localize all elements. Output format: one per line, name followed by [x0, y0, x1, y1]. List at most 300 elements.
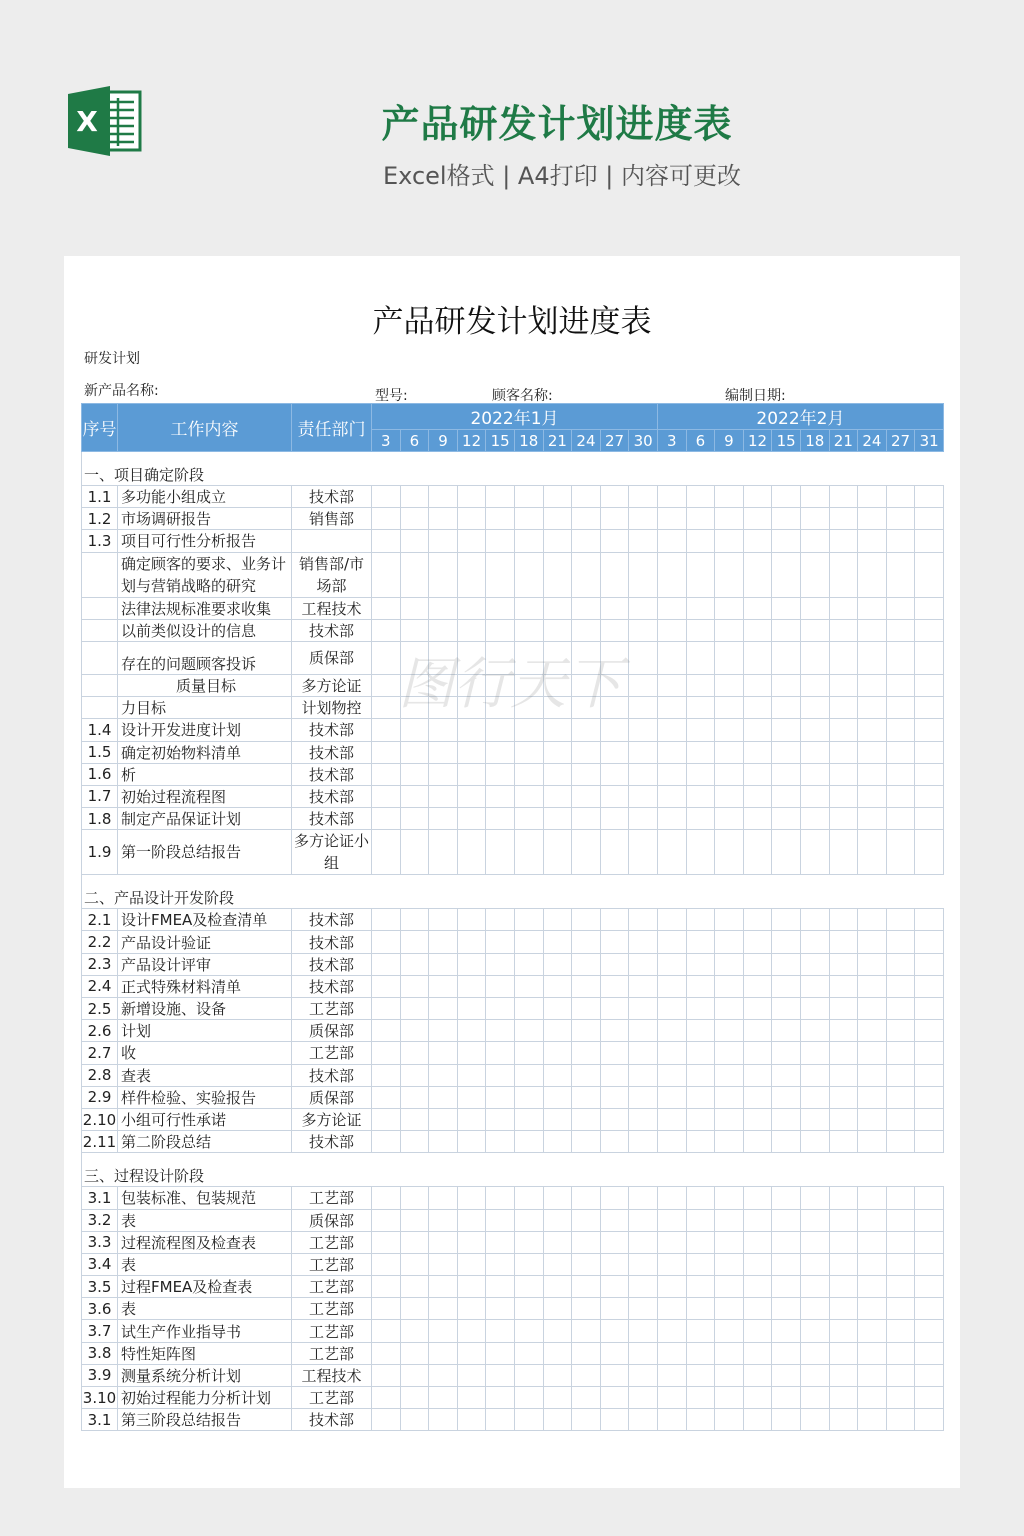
schedule-cell[interactable] — [715, 1064, 744, 1086]
schedule-cell[interactable] — [629, 1187, 658, 1209]
schedule-cell[interactable] — [743, 830, 772, 875]
schedule-cell[interactable] — [514, 486, 543, 508]
schedule-cell[interactable] — [858, 697, 887, 719]
schedule-cell[interactable] — [429, 953, 458, 975]
schedule-cell[interactable] — [372, 830, 401, 875]
schedule-cell[interactable] — [657, 785, 686, 807]
schedule-cell[interactable] — [457, 953, 486, 975]
schedule-cell[interactable] — [800, 830, 829, 875]
schedule-cell[interactable] — [572, 808, 601, 830]
schedule-cell[interactable] — [743, 1276, 772, 1298]
schedule-cell[interactable] — [600, 909, 629, 931]
schedule-cell[interactable] — [372, 1253, 401, 1275]
schedule-cell[interactable] — [486, 597, 515, 619]
schedule-cell[interactable] — [858, 1108, 887, 1130]
schedule-cell[interactable] — [743, 1298, 772, 1320]
schedule-cell[interactable] — [514, 1064, 543, 1086]
schedule-cell[interactable] — [772, 808, 801, 830]
schedule-cell[interactable] — [457, 719, 486, 741]
schedule-cell[interactable] — [572, 530, 601, 552]
schedule-cell[interactable] — [657, 808, 686, 830]
schedule-cell[interactable] — [572, 697, 601, 719]
schedule-cell[interactable] — [829, 953, 858, 975]
schedule-cell[interactable] — [572, 909, 601, 931]
schedule-cell[interactable] — [800, 1387, 829, 1409]
schedule-cell[interactable] — [829, 1298, 858, 1320]
schedule-cell[interactable] — [743, 1086, 772, 1108]
schedule-cell[interactable] — [829, 486, 858, 508]
schedule-cell[interactable] — [514, 1086, 543, 1108]
schedule-cell[interactable] — [858, 486, 887, 508]
schedule-cell[interactable] — [657, 1276, 686, 1298]
schedule-cell[interactable] — [829, 1209, 858, 1231]
schedule-cell[interactable] — [886, 1298, 915, 1320]
schedule-cell[interactable] — [657, 1020, 686, 1042]
schedule-cell[interactable] — [915, 909, 944, 931]
schedule-cell[interactable] — [743, 530, 772, 552]
schedule-cell[interactable] — [372, 508, 401, 530]
schedule-cell[interactable] — [858, 1042, 887, 1064]
schedule-cell[interactable] — [829, 1231, 858, 1253]
schedule-cell[interactable] — [400, 1253, 429, 1275]
schedule-cell[interactable] — [715, 1231, 744, 1253]
schedule-cell[interactable] — [600, 763, 629, 785]
schedule-cell[interactable] — [600, 508, 629, 530]
schedule-cell[interactable] — [429, 1064, 458, 1086]
schedule-cell[interactable] — [858, 530, 887, 552]
schedule-cell[interactable] — [429, 552, 458, 597]
schedule-cell[interactable] — [572, 1298, 601, 1320]
schedule-cell[interactable] — [657, 741, 686, 763]
schedule-cell[interactable] — [629, 1387, 658, 1409]
schedule-cell[interactable] — [657, 909, 686, 931]
schedule-cell[interactable] — [372, 1209, 401, 1231]
schedule-cell[interactable] — [629, 1086, 658, 1108]
schedule-cell[interactable] — [486, 1276, 515, 1298]
schedule-cell[interactable] — [858, 674, 887, 696]
schedule-cell[interactable] — [629, 1020, 658, 1042]
schedule-cell[interactable] — [400, 1409, 429, 1431]
schedule-cell[interactable] — [686, 641, 715, 674]
schedule-cell[interactable] — [829, 1276, 858, 1298]
schedule-cell[interactable] — [400, 1342, 429, 1364]
schedule-cell[interactable] — [772, 931, 801, 953]
schedule-cell[interactable] — [514, 1042, 543, 1064]
schedule-cell[interactable] — [486, 785, 515, 807]
schedule-cell[interactable] — [715, 1276, 744, 1298]
schedule-cell[interactable] — [543, 763, 572, 785]
schedule-cell[interactable] — [372, 741, 401, 763]
schedule-cell[interactable] — [543, 1231, 572, 1253]
schedule-cell[interactable] — [629, 1108, 658, 1130]
schedule-cell[interactable] — [657, 674, 686, 696]
schedule-cell[interactable] — [858, 741, 887, 763]
schedule-cell[interactable] — [372, 1409, 401, 1431]
schedule-cell[interactable] — [743, 641, 772, 674]
schedule-cell[interactable] — [772, 508, 801, 530]
schedule-cell[interactable] — [572, 674, 601, 696]
schedule-cell[interactable] — [600, 1086, 629, 1108]
schedule-cell[interactable] — [915, 1020, 944, 1042]
schedule-cell[interactable] — [686, 719, 715, 741]
schedule-cell[interactable] — [600, 530, 629, 552]
schedule-cell[interactable] — [429, 1320, 458, 1342]
schedule-cell[interactable] — [400, 1064, 429, 1086]
schedule-cell[interactable] — [886, 1187, 915, 1209]
schedule-cell[interactable] — [457, 785, 486, 807]
schedule-cell[interactable] — [829, 909, 858, 931]
schedule-cell[interactable] — [686, 1209, 715, 1231]
schedule-cell[interactable] — [572, 953, 601, 975]
schedule-cell[interactable] — [572, 1276, 601, 1298]
schedule-cell[interactable] — [886, 1108, 915, 1130]
schedule-cell[interactable] — [657, 1253, 686, 1275]
schedule-cell[interactable] — [400, 1187, 429, 1209]
schedule-cell[interactable] — [743, 998, 772, 1020]
schedule-cell[interactable] — [572, 1231, 601, 1253]
schedule-cell[interactable] — [457, 1364, 486, 1386]
schedule-cell[interactable] — [657, 1342, 686, 1364]
schedule-cell[interactable] — [429, 785, 458, 807]
schedule-cell[interactable] — [600, 619, 629, 641]
schedule-cell[interactable] — [486, 830, 515, 875]
schedule-cell[interactable] — [400, 1298, 429, 1320]
schedule-cell[interactable] — [486, 1387, 515, 1409]
schedule-cell[interactable] — [486, 1320, 515, 1342]
schedule-cell[interactable] — [457, 1108, 486, 1130]
schedule-cell[interactable] — [572, 1064, 601, 1086]
schedule-cell[interactable] — [600, 998, 629, 1020]
schedule-cell[interactable] — [486, 998, 515, 1020]
schedule-cell[interactable] — [400, 719, 429, 741]
schedule-cell[interactable] — [686, 1064, 715, 1086]
schedule-cell[interactable] — [429, 641, 458, 674]
schedule-cell[interactable] — [429, 1187, 458, 1209]
schedule-cell[interactable] — [457, 1409, 486, 1431]
schedule-cell[interactable] — [372, 1108, 401, 1130]
schedule-cell[interactable] — [600, 741, 629, 763]
schedule-cell[interactable] — [400, 1209, 429, 1231]
schedule-cell[interactable] — [772, 597, 801, 619]
schedule-cell[interactable] — [400, 1108, 429, 1130]
schedule-cell[interactable] — [829, 1342, 858, 1364]
schedule-cell[interactable] — [657, 552, 686, 597]
schedule-cell[interactable] — [372, 1020, 401, 1042]
schedule-cell[interactable] — [400, 1364, 429, 1386]
schedule-cell[interactable] — [715, 1042, 744, 1064]
schedule-cell[interactable] — [772, 830, 801, 875]
schedule-cell[interactable] — [657, 763, 686, 785]
schedule-cell[interactable] — [629, 953, 658, 975]
schedule-cell[interactable] — [886, 1064, 915, 1086]
schedule-cell[interactable] — [858, 975, 887, 997]
schedule-cell[interactable] — [886, 674, 915, 696]
schedule-cell[interactable] — [915, 1209, 944, 1231]
schedule-cell[interactable] — [543, 1187, 572, 1209]
schedule-cell[interactable] — [829, 697, 858, 719]
schedule-cell[interactable] — [715, 1253, 744, 1275]
schedule-cell[interactable] — [429, 1298, 458, 1320]
schedule-cell[interactable] — [400, 975, 429, 997]
schedule-cell[interactable] — [886, 619, 915, 641]
schedule-cell[interactable] — [915, 1108, 944, 1130]
schedule-cell[interactable] — [400, 1086, 429, 1108]
schedule-cell[interactable] — [457, 552, 486, 597]
schedule-cell[interactable] — [457, 808, 486, 830]
schedule-cell[interactable] — [543, 674, 572, 696]
schedule-cell[interactable] — [543, 1276, 572, 1298]
schedule-cell[interactable] — [572, 1131, 601, 1153]
schedule-cell[interactable] — [800, 508, 829, 530]
schedule-cell[interactable] — [372, 597, 401, 619]
schedule-cell[interactable] — [915, 530, 944, 552]
schedule-cell[interactable] — [514, 1387, 543, 1409]
schedule-cell[interactable] — [743, 1409, 772, 1431]
schedule-cell[interactable] — [772, 530, 801, 552]
schedule-cell[interactable] — [372, 808, 401, 830]
schedule-cell[interactable] — [486, 1342, 515, 1364]
schedule-cell[interactable] — [915, 619, 944, 641]
schedule-cell[interactable] — [600, 1298, 629, 1320]
schedule-cell[interactable] — [457, 1298, 486, 1320]
schedule-cell[interactable] — [772, 719, 801, 741]
schedule-cell[interactable] — [886, 719, 915, 741]
schedule-cell[interactable] — [772, 1276, 801, 1298]
schedule-cell[interactable] — [800, 530, 829, 552]
schedule-cell[interactable] — [915, 953, 944, 975]
schedule-cell[interactable] — [800, 697, 829, 719]
schedule-cell[interactable] — [514, 552, 543, 597]
schedule-cell[interactable] — [486, 808, 515, 830]
schedule-cell[interactable] — [715, 486, 744, 508]
schedule-cell[interactable] — [915, 808, 944, 830]
schedule-cell[interactable] — [572, 763, 601, 785]
schedule-cell[interactable] — [514, 1209, 543, 1231]
schedule-cell[interactable] — [686, 1320, 715, 1342]
schedule-cell[interactable] — [457, 741, 486, 763]
schedule-cell[interactable] — [772, 674, 801, 696]
schedule-cell[interactable] — [858, 785, 887, 807]
schedule-cell[interactable] — [657, 931, 686, 953]
schedule-cell[interactable] — [915, 1409, 944, 1431]
schedule-cell[interactable] — [600, 674, 629, 696]
schedule-cell[interactable] — [629, 830, 658, 875]
schedule-cell[interactable] — [886, 1342, 915, 1364]
schedule-cell[interactable] — [543, 719, 572, 741]
schedule-cell[interactable] — [686, 1298, 715, 1320]
schedule-cell[interactable] — [457, 1064, 486, 1086]
schedule-cell[interactable] — [486, 1409, 515, 1431]
schedule-cell[interactable] — [657, 1209, 686, 1231]
schedule-cell[interactable] — [514, 1131, 543, 1153]
schedule-cell[interactable] — [715, 741, 744, 763]
schedule-cell[interactable] — [886, 1042, 915, 1064]
schedule-cell[interactable] — [743, 1064, 772, 1086]
schedule-cell[interactable] — [858, 808, 887, 830]
schedule-cell[interactable] — [686, 785, 715, 807]
schedule-cell[interactable] — [429, 508, 458, 530]
schedule-cell[interactable] — [743, 763, 772, 785]
schedule-cell[interactable] — [886, 597, 915, 619]
schedule-cell[interactable] — [715, 508, 744, 530]
schedule-cell[interactable] — [800, 1409, 829, 1431]
schedule-cell[interactable] — [629, 931, 658, 953]
schedule-cell[interactable] — [772, 909, 801, 931]
schedule-cell[interactable] — [400, 931, 429, 953]
schedule-cell[interactable] — [800, 1231, 829, 1253]
schedule-cell[interactable] — [657, 641, 686, 674]
schedule-cell[interactable] — [743, 931, 772, 953]
schedule-cell[interactable] — [486, 1298, 515, 1320]
schedule-cell[interactable] — [372, 1064, 401, 1086]
schedule-cell[interactable] — [572, 1364, 601, 1386]
schedule-cell[interactable] — [457, 486, 486, 508]
schedule-cell[interactable] — [772, 1209, 801, 1231]
schedule-cell[interactable] — [886, 1131, 915, 1153]
schedule-cell[interactable] — [743, 953, 772, 975]
schedule-cell[interactable] — [429, 1253, 458, 1275]
schedule-cell[interactable] — [514, 674, 543, 696]
schedule-cell[interactable] — [486, 508, 515, 530]
schedule-cell[interactable] — [372, 975, 401, 997]
schedule-cell[interactable] — [915, 486, 944, 508]
schedule-cell[interactable] — [800, 975, 829, 997]
schedule-cell[interactable] — [686, 931, 715, 953]
schedule-cell[interactable] — [429, 909, 458, 931]
schedule-cell[interactable] — [743, 508, 772, 530]
schedule-cell[interactable] — [886, 763, 915, 785]
schedule-cell[interactable] — [915, 597, 944, 619]
schedule-cell[interactable] — [629, 486, 658, 508]
schedule-cell[interactable] — [886, 1086, 915, 1108]
schedule-cell[interactable] — [543, 1253, 572, 1275]
schedule-cell[interactable] — [400, 597, 429, 619]
schedule-cell[interactable] — [457, 1187, 486, 1209]
schedule-cell[interactable] — [629, 674, 658, 696]
schedule-cell[interactable] — [514, 1231, 543, 1253]
schedule-cell[interactable] — [543, 830, 572, 875]
schedule-cell[interactable] — [457, 619, 486, 641]
schedule-cell[interactable] — [400, 998, 429, 1020]
schedule-cell[interactable] — [715, 1131, 744, 1153]
schedule-cell[interactable] — [514, 597, 543, 619]
schedule-cell[interactable] — [772, 486, 801, 508]
schedule-cell[interactable] — [514, 1108, 543, 1130]
schedule-cell[interactable] — [743, 1108, 772, 1130]
schedule-cell[interactable] — [686, 697, 715, 719]
schedule-cell[interactable] — [429, 1342, 458, 1364]
schedule-cell[interactable] — [543, 1108, 572, 1130]
schedule-cell[interactable] — [829, 808, 858, 830]
schedule-cell[interactable] — [629, 1253, 658, 1275]
schedule-cell[interactable] — [686, 1131, 715, 1153]
schedule-cell[interactable] — [858, 1276, 887, 1298]
schedule-cell[interactable] — [829, 1108, 858, 1130]
schedule-cell[interactable] — [715, 808, 744, 830]
schedule-cell[interactable] — [457, 909, 486, 931]
schedule-cell[interactable] — [372, 1320, 401, 1342]
schedule-cell[interactable] — [372, 785, 401, 807]
schedule-cell[interactable] — [657, 1086, 686, 1108]
schedule-cell[interactable] — [886, 697, 915, 719]
schedule-cell[interactable] — [743, 1187, 772, 1209]
schedule-cell[interactable] — [829, 1253, 858, 1275]
schedule-cell[interactable] — [600, 830, 629, 875]
schedule-cell[interactable] — [715, 953, 744, 975]
schedule-cell[interactable] — [400, 1320, 429, 1342]
schedule-cell[interactable] — [372, 1231, 401, 1253]
schedule-cell[interactable] — [457, 1209, 486, 1231]
schedule-cell[interactable] — [486, 674, 515, 696]
schedule-cell[interactable] — [715, 1108, 744, 1130]
schedule-cell[interactable] — [572, 998, 601, 1020]
schedule-cell[interactable] — [400, 830, 429, 875]
schedule-cell[interactable] — [572, 641, 601, 674]
schedule-cell[interactable] — [772, 1108, 801, 1130]
schedule-cell[interactable] — [400, 697, 429, 719]
schedule-cell[interactable] — [372, 931, 401, 953]
schedule-cell[interactable] — [686, 1108, 715, 1130]
schedule-cell[interactable] — [829, 719, 858, 741]
schedule-cell[interactable] — [715, 1298, 744, 1320]
schedule-cell[interactable] — [800, 552, 829, 597]
schedule-cell[interactable] — [829, 1086, 858, 1108]
schedule-cell[interactable] — [486, 1187, 515, 1209]
schedule-cell[interactable] — [800, 808, 829, 830]
schedule-cell[interactable] — [829, 931, 858, 953]
schedule-cell[interactable] — [543, 1320, 572, 1342]
schedule-cell[interactable] — [915, 719, 944, 741]
schedule-cell[interactable] — [543, 597, 572, 619]
schedule-cell[interactable] — [800, 1131, 829, 1153]
schedule-cell[interactable] — [858, 1131, 887, 1153]
schedule-cell[interactable] — [858, 1253, 887, 1275]
schedule-cell[interactable] — [543, 508, 572, 530]
schedule-cell[interactable] — [858, 830, 887, 875]
schedule-cell[interactable] — [657, 975, 686, 997]
schedule-cell[interactable] — [800, 597, 829, 619]
schedule-cell[interactable] — [686, 674, 715, 696]
schedule-cell[interactable] — [886, 486, 915, 508]
schedule-cell[interactable] — [829, 1064, 858, 1086]
schedule-cell[interactable] — [743, 1253, 772, 1275]
schedule-cell[interactable] — [915, 1231, 944, 1253]
schedule-cell[interactable] — [429, 597, 458, 619]
schedule-cell[interactable] — [600, 486, 629, 508]
schedule-cell[interactable] — [543, 998, 572, 1020]
schedule-cell[interactable] — [629, 1276, 658, 1298]
schedule-cell[interactable] — [715, 674, 744, 696]
schedule-cell[interactable] — [715, 619, 744, 641]
schedule-cell[interactable] — [572, 1387, 601, 1409]
schedule-cell[interactable] — [572, 785, 601, 807]
schedule-cell[interactable] — [429, 998, 458, 1020]
schedule-cell[interactable] — [743, 1209, 772, 1231]
schedule-cell[interactable] — [629, 1231, 658, 1253]
schedule-cell[interactable] — [915, 697, 944, 719]
schedule-cell[interactable] — [372, 530, 401, 552]
schedule-cell[interactable] — [858, 619, 887, 641]
schedule-cell[interactable] — [715, 1209, 744, 1231]
schedule-cell[interactable] — [886, 830, 915, 875]
schedule-cell[interactable] — [400, 741, 429, 763]
schedule-cell[interactable] — [858, 1187, 887, 1209]
schedule-cell[interactable] — [858, 1231, 887, 1253]
schedule-cell[interactable] — [514, 785, 543, 807]
schedule-cell[interactable] — [457, 1086, 486, 1108]
schedule-cell[interactable] — [486, 1086, 515, 1108]
schedule-cell[interactable] — [829, 975, 858, 997]
